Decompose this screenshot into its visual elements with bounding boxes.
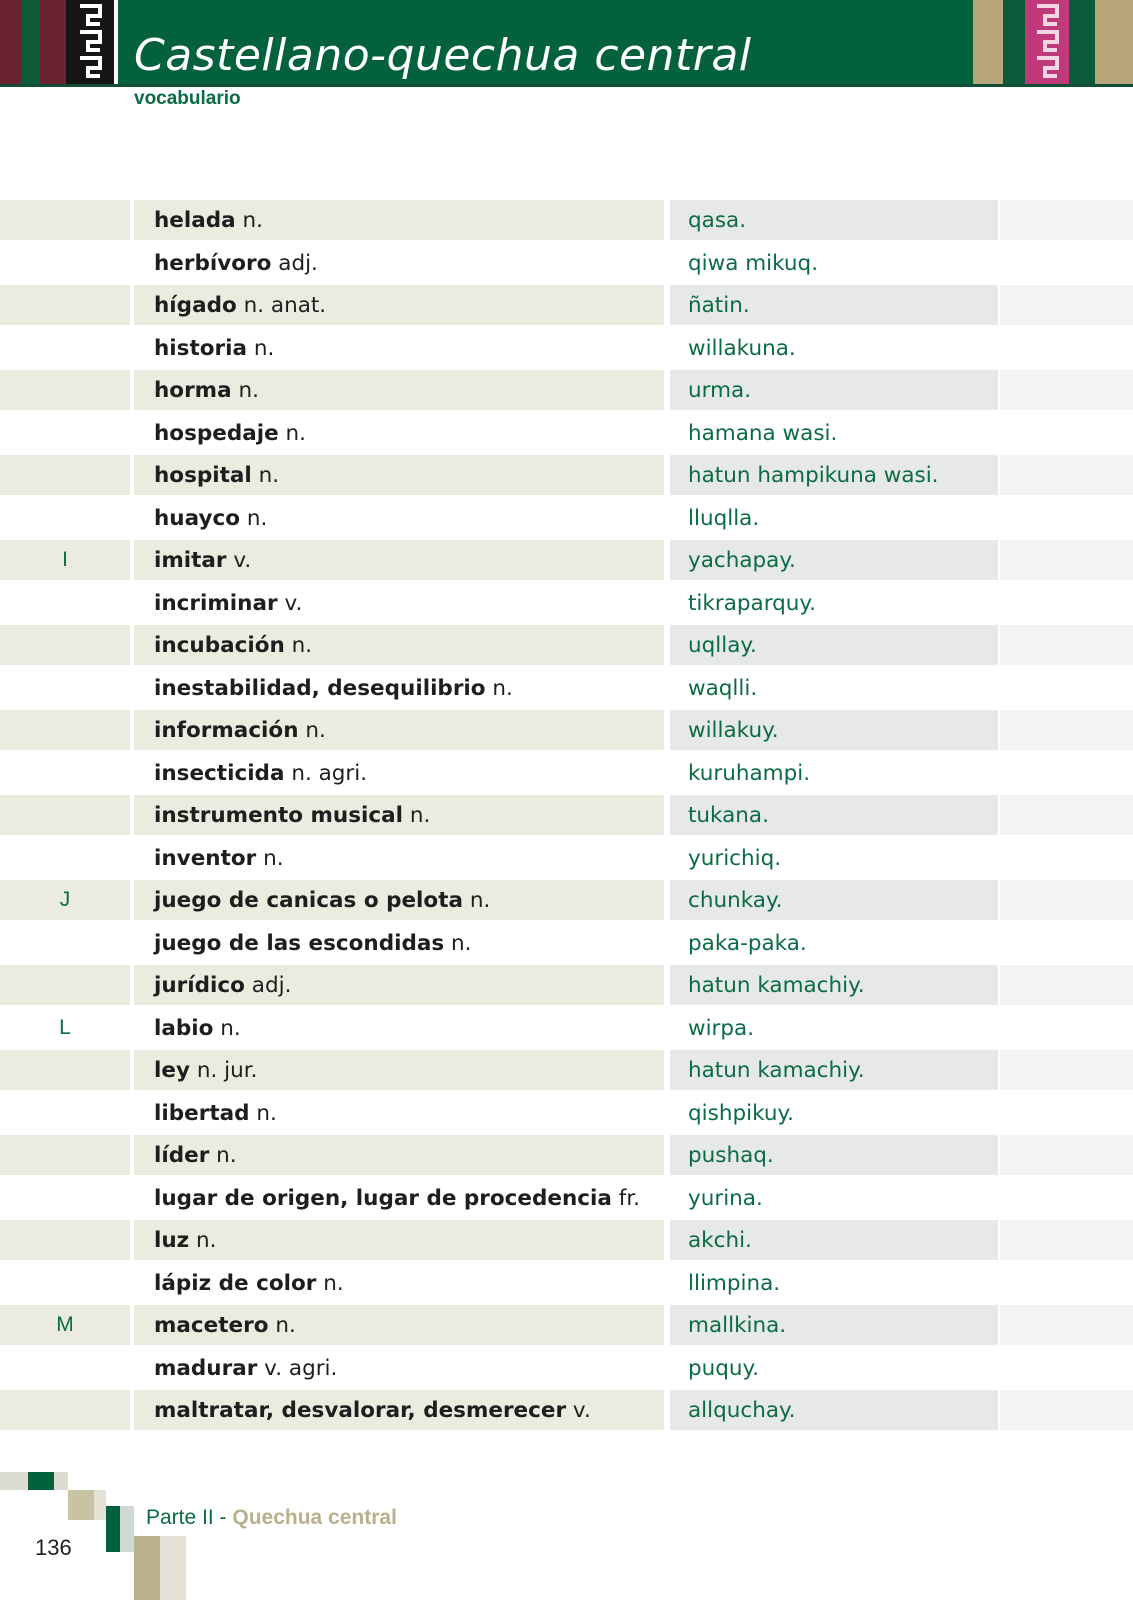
- entry-category: n.: [263, 845, 284, 871]
- entry-translation: ñatin.: [670, 285, 998, 325]
- header-stripe-maroon-2: [40, 0, 66, 86]
- row-tail: [1000, 540, 1133, 580]
- entry-translation: mallkina.: [670, 1305, 998, 1345]
- section-letter: [0, 625, 130, 665]
- entry-category: n. anat.: [243, 293, 327, 318]
- entry-term-cell: [134, 1178, 664, 1218]
- table-row: [0, 455, 1133, 498]
- row-tail: [1000, 498, 1133, 538]
- entry-category: n.: [275, 1313, 296, 1338]
- entry-headword: labio: [154, 1015, 214, 1041]
- row-tail: [1000, 838, 1133, 878]
- footer-square: [120, 1506, 134, 1552]
- entry-translation: kuruhampi.: [688, 760, 811, 786]
- table-row: [0, 1050, 1133, 1093]
- entry-headword: horma: [154, 378, 232, 403]
- entry-term-cell: [134, 328, 664, 368]
- table-row: [0, 413, 1133, 456]
- header-rule: [0, 84, 1133, 87]
- entry-term-cell: [134, 285, 664, 325]
- row-tail: [1000, 965, 1133, 1005]
- entry-headword: inestabilidad, desequilibrio: [154, 675, 486, 701]
- row-tail: [1000, 668, 1133, 708]
- entry-headword: imitar: [154, 548, 227, 573]
- section-letter: [0, 795, 130, 835]
- entry-translation: akchi.: [670, 1220, 998, 1260]
- header-stripe-green-r: [1003, 0, 1025, 86]
- table-row: [0, 1390, 1133, 1433]
- row-tail: [1000, 625, 1133, 665]
- entry-translation: willakuy.: [670, 710, 998, 750]
- entry-category: n.: [253, 335, 275, 361]
- entry-category: n.: [258, 463, 280, 488]
- section-letter: [0, 583, 130, 623]
- table-row: [0, 1263, 1133, 1306]
- entry-category: n.: [285, 420, 307, 446]
- section-letter: [0, 1220, 130, 1260]
- row-tail: [1000, 1008, 1133, 1048]
- entry-category: adj.: [278, 250, 318, 276]
- row-tail: [1000, 923, 1133, 963]
- entry-term-cell: [134, 668, 664, 708]
- entry-term-cell: [134, 753, 664, 793]
- footer-square: [134, 1536, 160, 1600]
- entry-term-cell: [134, 243, 664, 283]
- footer-square: [68, 1490, 94, 1520]
- entry-translation: wirpa.: [688, 1015, 755, 1041]
- entry-translation: pushaq.: [670, 1135, 998, 1175]
- table-row: [0, 285, 1133, 328]
- section-letter: [0, 285, 130, 325]
- table-row: [0, 795, 1133, 838]
- table-row: [0, 243, 1133, 286]
- table-row: [0, 328, 1133, 371]
- table-row: [0, 540, 1133, 583]
- entry-translation: hatun hampikuna wasi.: [670, 455, 998, 495]
- footer-part: Parte II -: [146, 1506, 233, 1529]
- section-letter: J: [0, 880, 130, 920]
- section-letter: [0, 710, 130, 750]
- row-tail: [1000, 243, 1133, 283]
- entry-translation: tikraparquy.: [688, 590, 816, 616]
- section-letter: [0, 1178, 130, 1218]
- table-row: [0, 583, 1133, 626]
- table-row: [0, 498, 1133, 541]
- entry-headword: instrumento musical: [154, 803, 403, 828]
- table-row: [0, 200, 1133, 243]
- entry-translation: qiwa mikuq.: [688, 250, 819, 276]
- entry-headword: hígado: [154, 293, 237, 318]
- section-letter: [0, 498, 130, 538]
- table-row: [0, 1008, 1133, 1051]
- row-tail: [1000, 710, 1133, 750]
- table-row: [0, 710, 1133, 753]
- section-letter: [0, 370, 130, 410]
- page-header: [0, 0, 1133, 86]
- entry-term-cell: [134, 413, 664, 453]
- section-letter: [0, 1263, 130, 1303]
- entry-translation: allquchay.: [670, 1390, 998, 1430]
- table-row: [0, 1178, 1133, 1221]
- entry-headword: libertad: [154, 1100, 250, 1126]
- entry-category: n.: [291, 633, 313, 658]
- entry-category: n.: [451, 930, 472, 956]
- row-tail: [1000, 200, 1133, 240]
- entry-category: n.: [469, 888, 491, 913]
- footer-square: [54, 1472, 68, 1490]
- table-row: [0, 923, 1133, 966]
- entry-category: v.: [284, 590, 303, 616]
- section-letter: [0, 1348, 130, 1388]
- entry-translation: hatun kamachiy.: [670, 965, 998, 1005]
- section-letter: [0, 328, 130, 368]
- entry-term-cell: [134, 455, 664, 495]
- entry-term-cell: [134, 838, 664, 878]
- section-letter: [0, 1093, 130, 1133]
- entry-translation: chunkay.: [670, 880, 998, 920]
- row-tail: [1000, 1220, 1133, 1260]
- entry-category: fr.: [618, 1185, 641, 1211]
- row-tail: [1000, 1348, 1133, 1388]
- entry-headword: helada: [154, 208, 236, 233]
- entry-headword: líder: [154, 1143, 210, 1168]
- row-tail: [1000, 1305, 1133, 1345]
- entry-headword: lápiz de color: [154, 1270, 317, 1296]
- section-letter: [0, 965, 130, 1005]
- entry-translation: lluqlla.: [688, 505, 760, 531]
- row-tail: [1000, 1263, 1133, 1303]
- table-row: [0, 965, 1133, 1008]
- spiral-pattern-icon-right: [1025, 0, 1069, 86]
- entry-headword: macetero: [154, 1313, 269, 1338]
- entry-translation: puquy.: [688, 1355, 760, 1381]
- entry-term-cell: [134, 1093, 664, 1133]
- footer-square: [160, 1536, 186, 1600]
- footer-square: [106, 1506, 120, 1552]
- entry-term-cell: [134, 795, 664, 835]
- section-letter: [0, 1050, 130, 1090]
- row-tail: [1000, 795, 1133, 835]
- entry-category: v.: [233, 548, 252, 573]
- header-stripe-tan-r: [1095, 0, 1133, 86]
- entry-category: n. jur.: [196, 1058, 258, 1083]
- table-row: [0, 668, 1133, 711]
- entry-translation: hatun kamachiy.: [670, 1050, 998, 1090]
- entry-term-cell: [134, 710, 664, 750]
- entry-category: n.: [323, 1270, 344, 1296]
- table-row: [0, 1093, 1133, 1136]
- section-letter: I: [0, 540, 130, 580]
- row-tail: [1000, 455, 1133, 495]
- entry-term-cell: [134, 200, 664, 240]
- entry-term-cell: [134, 583, 664, 623]
- entry-term-cell: [134, 1008, 664, 1048]
- spiral-pattern-icon: [66, 0, 114, 86]
- section-letter: [0, 1390, 130, 1430]
- entry-headword: historia: [154, 335, 248, 361]
- header-pattern-black: [66, 0, 114, 86]
- section-letter: [0, 753, 130, 793]
- entry-translation: urma.: [670, 370, 998, 410]
- table-row: [0, 753, 1133, 796]
- row-tail: [1000, 370, 1133, 410]
- entry-headword: inventor: [154, 845, 257, 871]
- header-stripe-tan: [973, 0, 1003, 86]
- entry-translation: llimpina.: [688, 1270, 781, 1296]
- entry-category: v.: [572, 1398, 591, 1423]
- row-tail: [1000, 1178, 1133, 1218]
- footer-section-label: [146, 1506, 397, 1530]
- entry-category: n.: [220, 1015, 241, 1041]
- row-tail: [1000, 1050, 1133, 1090]
- entry-headword: madurar: [154, 1355, 258, 1381]
- entry-headword: huayco: [154, 505, 240, 531]
- entry-term-cell: [134, 1305, 664, 1345]
- entry-translation: waqlli.: [688, 675, 758, 701]
- row-tail: [1000, 285, 1133, 325]
- table-row: [0, 370, 1133, 413]
- row-tail: [1000, 1390, 1133, 1430]
- header-stripe-green: [22, 0, 40, 86]
- entry-term-cell: [134, 540, 664, 580]
- entry-category: n.: [242, 208, 263, 233]
- entry-category: n.: [305, 718, 326, 743]
- entry-headword: juego de canicas o pelota: [154, 888, 463, 913]
- entry-headword: lugar de origen, lugar de procedencia: [154, 1185, 612, 1211]
- section-letter: [0, 200, 130, 240]
- entry-category: n.: [246, 505, 268, 531]
- entry-translation: paka-paka.: [688, 930, 807, 956]
- entry-category: n.: [492, 675, 513, 701]
- page-subtitle: vocabulario: [134, 88, 241, 109]
- page-number: 136: [35, 1535, 72, 1560]
- table-row: [0, 1135, 1133, 1178]
- entry-translation: qishpikuy.: [688, 1100, 794, 1126]
- entry-headword: herbívoro: [154, 250, 272, 276]
- entry-term-cell: [134, 1263, 664, 1303]
- entry-term-cell: [134, 880, 664, 920]
- entry-headword: luz: [154, 1228, 190, 1253]
- entry-translation: willakuna.: [688, 335, 796, 361]
- section-letter: [0, 838, 130, 878]
- entry-category: n.: [409, 803, 431, 828]
- entry-term-cell: [134, 1348, 664, 1388]
- entry-category: n. agri.: [291, 760, 368, 786]
- entry-translation: qasa.: [670, 200, 998, 240]
- entry-category: n.: [196, 1228, 217, 1253]
- entry-term-cell: [134, 965, 664, 1005]
- row-tail: [1000, 583, 1133, 623]
- entry-headword: información: [154, 718, 299, 743]
- vocabulary-table: [0, 200, 1133, 1433]
- entry-headword: ley: [154, 1058, 190, 1083]
- entry-headword: insecticida: [154, 760, 285, 786]
- entry-translation: uqllay.: [670, 625, 998, 665]
- section-letter: [0, 413, 130, 453]
- table-row: [0, 1348, 1133, 1391]
- header-stripe-green-r2: [1069, 0, 1095, 86]
- entry-category: n.: [216, 1143, 237, 1168]
- row-tail: [1000, 413, 1133, 453]
- entry-headword: incubación: [154, 633, 285, 658]
- entry-term-cell: [134, 1135, 664, 1175]
- entry-term-cell: [134, 1220, 664, 1260]
- entry-headword: maltratar, desvalorar, desmerecer: [154, 1398, 567, 1423]
- entry-term-cell: [134, 923, 664, 963]
- table-row: [0, 838, 1133, 881]
- entry-term-cell: [134, 370, 664, 410]
- table-row: [0, 880, 1133, 923]
- table-row: [0, 625, 1133, 668]
- section-letter: L: [59, 1015, 71, 1039]
- row-tail: [1000, 880, 1133, 920]
- entry-term-cell: [134, 498, 664, 538]
- header-pattern-pink: [1025, 0, 1069, 86]
- footer-square: [28, 1472, 54, 1490]
- section-letter: [0, 1135, 130, 1175]
- entry-term-cell: [134, 1050, 664, 1090]
- footer-square: [0, 1472, 28, 1490]
- section-letter: [0, 243, 130, 283]
- entry-headword: juego de las escondidas: [154, 930, 445, 956]
- section-letter: [0, 668, 130, 708]
- entry-headword: jurídico: [154, 973, 245, 998]
- page-title: Castellano-quechua central: [134, 30, 752, 81]
- entry-headword: hospital: [154, 463, 252, 488]
- entry-category: n.: [238, 378, 259, 403]
- row-tail: [1000, 328, 1133, 368]
- row-tail: [1000, 753, 1133, 793]
- entry-category: adj.: [251, 973, 292, 998]
- header-stripe-maroon: [0, 0, 22, 86]
- section-letter: [0, 455, 130, 495]
- entry-translation: hamana wasi.: [688, 420, 838, 446]
- entry-category: v. agri.: [264, 1355, 338, 1381]
- entry-category: n.: [256, 1100, 277, 1126]
- section-letter: M: [0, 1305, 130, 1345]
- entry-headword: incriminar: [154, 590, 278, 616]
- table-row: [0, 1305, 1133, 1348]
- entry-translation: yachapay.: [670, 540, 998, 580]
- entry-translation: yurina.: [688, 1185, 763, 1211]
- entry-term-cell: [134, 625, 664, 665]
- table-row: [0, 1220, 1133, 1263]
- entry-headword: hospedaje: [154, 420, 279, 446]
- entry-term-cell: [134, 1390, 664, 1430]
- footer-square: [94, 1490, 106, 1520]
- row-tail: [1000, 1093, 1133, 1133]
- row-tail: [1000, 1135, 1133, 1175]
- footer-section: Quechua central: [232, 1506, 397, 1529]
- entry-translation: tukana.: [670, 795, 998, 835]
- entry-translation: yurichiq.: [688, 845, 782, 871]
- section-letter: [0, 923, 130, 963]
